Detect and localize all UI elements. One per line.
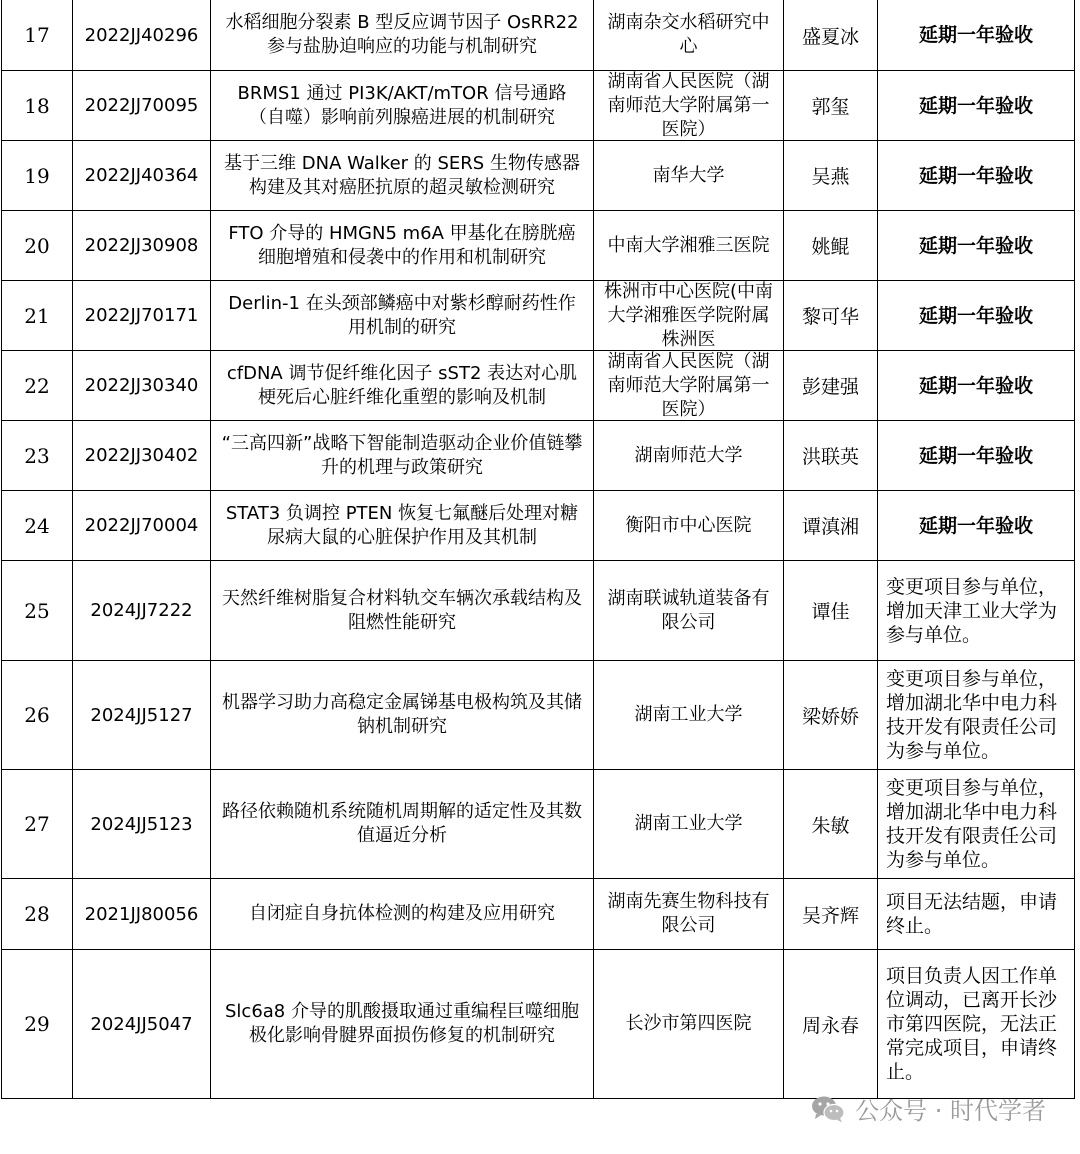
project-unit-cell	[594, 0, 784, 71]
project-unit-cell	[594, 281, 784, 351]
project-code: 2021JJ80056	[84, 903, 199, 925]
table-row	[2, 491, 1075, 561]
project-title-cell	[211, 491, 594, 561]
row-number: 23	[24, 443, 50, 468]
project-unit: 湖南师范大学	[634, 444, 743, 466]
project-leader: 彭建强	[801, 376, 859, 398]
project-unit: 南华大学	[652, 164, 725, 186]
project-unit: 中南大学湘雅三医院	[607, 234, 770, 256]
project-unit: 衡阳市中心医院	[625, 514, 752, 536]
project-leader: 谭滇湘	[801, 516, 859, 538]
project-leader-cell	[784, 770, 878, 879]
watermark	[811, 1091, 1046, 1126]
table-row	[2, 0, 1075, 71]
table-row	[2, 71, 1075, 141]
row-number: 28	[24, 902, 50, 926]
table-row	[2, 561, 1075, 661]
table-row	[2, 351, 1075, 421]
project-unit-cell	[594, 491, 784, 561]
project-remark-cell	[878, 561, 1075, 661]
project-title: BRMS1 通过 PI3K/AKT/mTOR 信号通路（自噬）影响前列腺癌进展的机制研究	[237, 82, 567, 128]
project-code: 2022JJ30340	[84, 375, 199, 396]
project-unit: 湖南省人民医院（湖南师范大学附属第一医院）	[607, 351, 770, 420]
project-leader-cell	[784, 211, 878, 281]
row-number: 17	[24, 23, 50, 47]
project-title-cell	[211, 281, 594, 351]
project-remark: 延期一年验收	[918, 94, 1033, 117]
project-title: Derlin-1 在头颈部鳞癌中对紫杉醇耐药性作用机制的研究	[228, 292, 576, 338]
project-leader: 梁娇娇	[801, 705, 859, 728]
project-code-cell	[73, 71, 211, 141]
project-unit: 湖南工业大学	[634, 813, 743, 834]
row-number-cell	[2, 950, 73, 1099]
project-title: 机器学习助力高稳定金属锑基电极构筑及其储钠机制研究	[222, 692, 582, 737]
project-title: 天然纤维树脂复合材料轨交车辆次承载结构及阻燃性能研究	[222, 587, 582, 633]
project-leader-cell	[784, 281, 878, 351]
project-remark-cell	[878, 770, 1075, 879]
project-code: 2024JJ7222	[90, 600, 193, 621]
table-row	[2, 770, 1075, 879]
project-leader-cell	[784, 351, 878, 421]
project-remark-cell	[878, 71, 1075, 141]
project-unit-cell	[594, 770, 784, 879]
project-leader-cell	[784, 661, 878, 770]
table-row	[2, 141, 1075, 211]
project-unit: 湖南省人民医院（湖南师范大学附属第一医院）	[607, 71, 770, 140]
project-title-cell	[211, 0, 594, 71]
project-unit: 湖南工业大学	[634, 704, 743, 725]
watermark-text: 公众号 · 时代学者	[855, 1097, 1046, 1125]
project-unit-cell	[594, 141, 784, 211]
project-unit: 湖南杂交水稻研究中心	[607, 12, 770, 57]
project-remark-cell	[878, 351, 1075, 421]
row-number: 24	[24, 513, 50, 538]
project-title-cell	[211, 211, 594, 281]
project-unit-cell	[594, 421, 784, 491]
project-code-cell	[73, 661, 211, 770]
row-number: 18	[24, 93, 50, 118]
project-remark: 延期一年验收	[918, 24, 1033, 46]
project-code-cell	[73, 141, 211, 211]
project-code: 2022JJ70171	[84, 305, 199, 326]
project-code: 2022JJ40364	[84, 165, 199, 186]
row-number-cell	[2, 661, 73, 770]
project-code: 2022JJ40296	[84, 24, 199, 46]
project-leader-cell	[784, 141, 878, 211]
project-code-cell	[73, 770, 211, 879]
project-unit-cell	[594, 561, 784, 661]
project-leader: 郭玺	[811, 96, 850, 118]
wechat-icon	[811, 1095, 845, 1123]
project-remark: 延期一年验收	[918, 374, 1033, 397]
project-unit: 株洲市中心医院(中南大学湘雅医学院附属株洲医	[603, 281, 774, 350]
project-remark: 项目无法结题，申请终止。	[886, 891, 1058, 937]
project-code-cell	[73, 421, 211, 491]
project-title: 自闭症自身抗体检测的构建及应用研究	[249, 903, 555, 924]
project-table	[1, 0, 1075, 1099]
project-unit: 湖南先赛生物科技有限公司	[607, 891, 770, 936]
project-leader-cell	[784, 879, 878, 950]
project-remark-cell	[878, 491, 1075, 561]
project-remark: 延期一年验收	[918, 304, 1033, 327]
row-number-cell	[2, 351, 73, 421]
row-number-cell	[2, 0, 73, 71]
project-title: Slc6a8 介导的肌酸摄取通过重编程巨噬细胞极化影响骨腱界面损伤修复的机制研究	[225, 1001, 579, 1046]
project-unit-cell	[594, 661, 784, 770]
row-number: 20	[24, 233, 50, 258]
project-code-cell	[73, 0, 211, 71]
project-unit: 长沙市第四医院	[625, 1013, 752, 1034]
project-title-cell	[211, 770, 594, 879]
project-code: 2024JJ5123	[90, 813, 193, 835]
project-remark: 变更项目参与单位，增加湖北华中电力科技开发有限责任公司为参与单位。	[886, 668, 1058, 762]
project-title: STAT3 负调控 PTEN 恢复七氟醚后处理对糖尿病大鼠的心脏保护作用及其机制	[225, 502, 579, 548]
project-code-cell	[73, 211, 211, 281]
project-code-cell	[73, 879, 211, 950]
project-code: 2024JJ5047	[90, 1013, 193, 1035]
project-remark: 项目负责人因工作单位调动，已离开长沙市第四医院，无法正常完成项目，申请终止。	[886, 965, 1058, 1083]
project-title-cell	[211, 561, 594, 661]
project-leader-cell	[784, 71, 878, 141]
row-number-cell	[2, 491, 73, 561]
project-title: FTO 介导的 HMGN5 m6A 甲基化在膀胱癌细胞增殖和侵袭中的作用和机制研究	[228, 222, 576, 268]
project-remark-cell	[878, 661, 1075, 770]
project-remark: 变更项目参与单位，增加湖北华中电力科技开发有限责任公司为参与单位。	[886, 777, 1058, 871]
row-number: 26	[24, 703, 50, 727]
project-remark: 延期一年验收	[918, 234, 1033, 257]
row-number: 21	[24, 303, 50, 328]
project-code: 2022JJ70004	[84, 515, 199, 536]
project-code-cell	[73, 491, 211, 561]
project-leader: 盛夏冰	[801, 25, 859, 48]
project-unit-cell	[594, 351, 784, 421]
row-number: 22	[24, 373, 50, 398]
row-number: 29	[24, 1012, 50, 1036]
table-row	[2, 281, 1075, 351]
project-leader-cell	[784, 0, 878, 71]
project-leader-cell	[784, 421, 878, 491]
project-remark: 变更项目参与单位，增加天津工业大学为参与单位。	[886, 575, 1058, 646]
project-code: 2022JJ30908	[84, 235, 199, 256]
project-unit-cell	[594, 879, 784, 950]
project-code-cell	[73, 561, 211, 661]
project-title: 路径依赖随机系统随机周期解的适定性及其数值逼近分析	[222, 801, 582, 846]
project-title-cell	[211, 71, 594, 141]
table-row	[2, 661, 1075, 770]
row-number: 19	[24, 163, 50, 188]
row-number-cell	[2, 281, 73, 351]
project-leader: 吴燕	[811, 166, 850, 188]
project-leader-cell	[784, 950, 878, 1099]
project-code-cell	[73, 281, 211, 351]
row-number-cell	[2, 879, 73, 950]
project-leader: 姚鲲	[811, 236, 850, 258]
project-title-cell	[211, 661, 594, 770]
project-remark-cell	[878, 879, 1075, 950]
project-remark: 延期一年验收	[918, 444, 1033, 467]
project-leader: 朱敏	[811, 814, 850, 837]
project-leader: 洪联英	[801, 446, 859, 468]
row-number-cell	[2, 71, 73, 141]
project-unit-cell	[594, 211, 784, 281]
project-remark-cell	[878, 211, 1075, 281]
row-number-cell	[2, 770, 73, 879]
project-leader-cell	[784, 561, 878, 661]
row-number-cell	[2, 421, 73, 491]
project-remark-cell	[878, 950, 1075, 1099]
row-number: 25	[24, 598, 50, 623]
project-leader: 谭佳	[811, 601, 850, 623]
table-row	[2, 879, 1075, 950]
project-remark: 延期一年验收	[918, 514, 1033, 537]
project-title: 基于三维 DNA Walker 的 SERS 生物传感器构建及其对癌胚抗原的超灵敏检测研究	[224, 152, 580, 198]
table-row	[2, 421, 1075, 491]
project-leader: 周永春	[801, 1014, 859, 1037]
project-remark-cell	[878, 141, 1075, 211]
project-title: “三高四新”战略下智能制造驱动企业价值链攀升的机理与政策研究	[221, 432, 583, 478]
project-title: 水稻细胞分裂素 B 型反应调节因子 OsRR22 参与盐胁迫响应的功能与机制研究	[225, 12, 579, 57]
table-row	[2, 211, 1075, 281]
project-remark-cell	[878, 281, 1075, 351]
project-title-cell	[211, 879, 594, 950]
project-title-cell	[211, 141, 594, 211]
project-code: 2022JJ70095	[84, 95, 199, 116]
project-title-cell	[211, 421, 594, 491]
row-number-cell	[2, 141, 73, 211]
project-unit-cell	[594, 950, 784, 1099]
project-unit: 湖南联诚轨道装备有限公司	[607, 587, 770, 633]
project-code: 2022JJ30402	[84, 445, 199, 466]
project-leader: 黎可华	[801, 306, 859, 328]
table-row	[2, 950, 1075, 1099]
row-number-cell	[2, 211, 73, 281]
row-number-cell	[2, 561, 73, 661]
project-code-cell	[73, 950, 211, 1099]
project-title-cell	[211, 950, 594, 1099]
project-code: 2024JJ5127	[90, 704, 193, 726]
project-leader: 吴齐辉	[801, 904, 859, 927]
row-number: 27	[24, 812, 50, 836]
project-remark-cell	[878, 421, 1075, 491]
project-leader-cell	[784, 491, 878, 561]
project-code-cell	[73, 351, 211, 421]
project-remark-cell	[878, 0, 1075, 71]
project-unit-cell	[594, 71, 784, 141]
project-title: cfDNA 调节促纤维化因子 sST2 表达对心肌梗死后心脏纤维化重塑的影响及机制	[226, 362, 578, 408]
project-remark: 延期一年验收	[918, 164, 1033, 187]
project-title-cell	[211, 351, 594, 421]
